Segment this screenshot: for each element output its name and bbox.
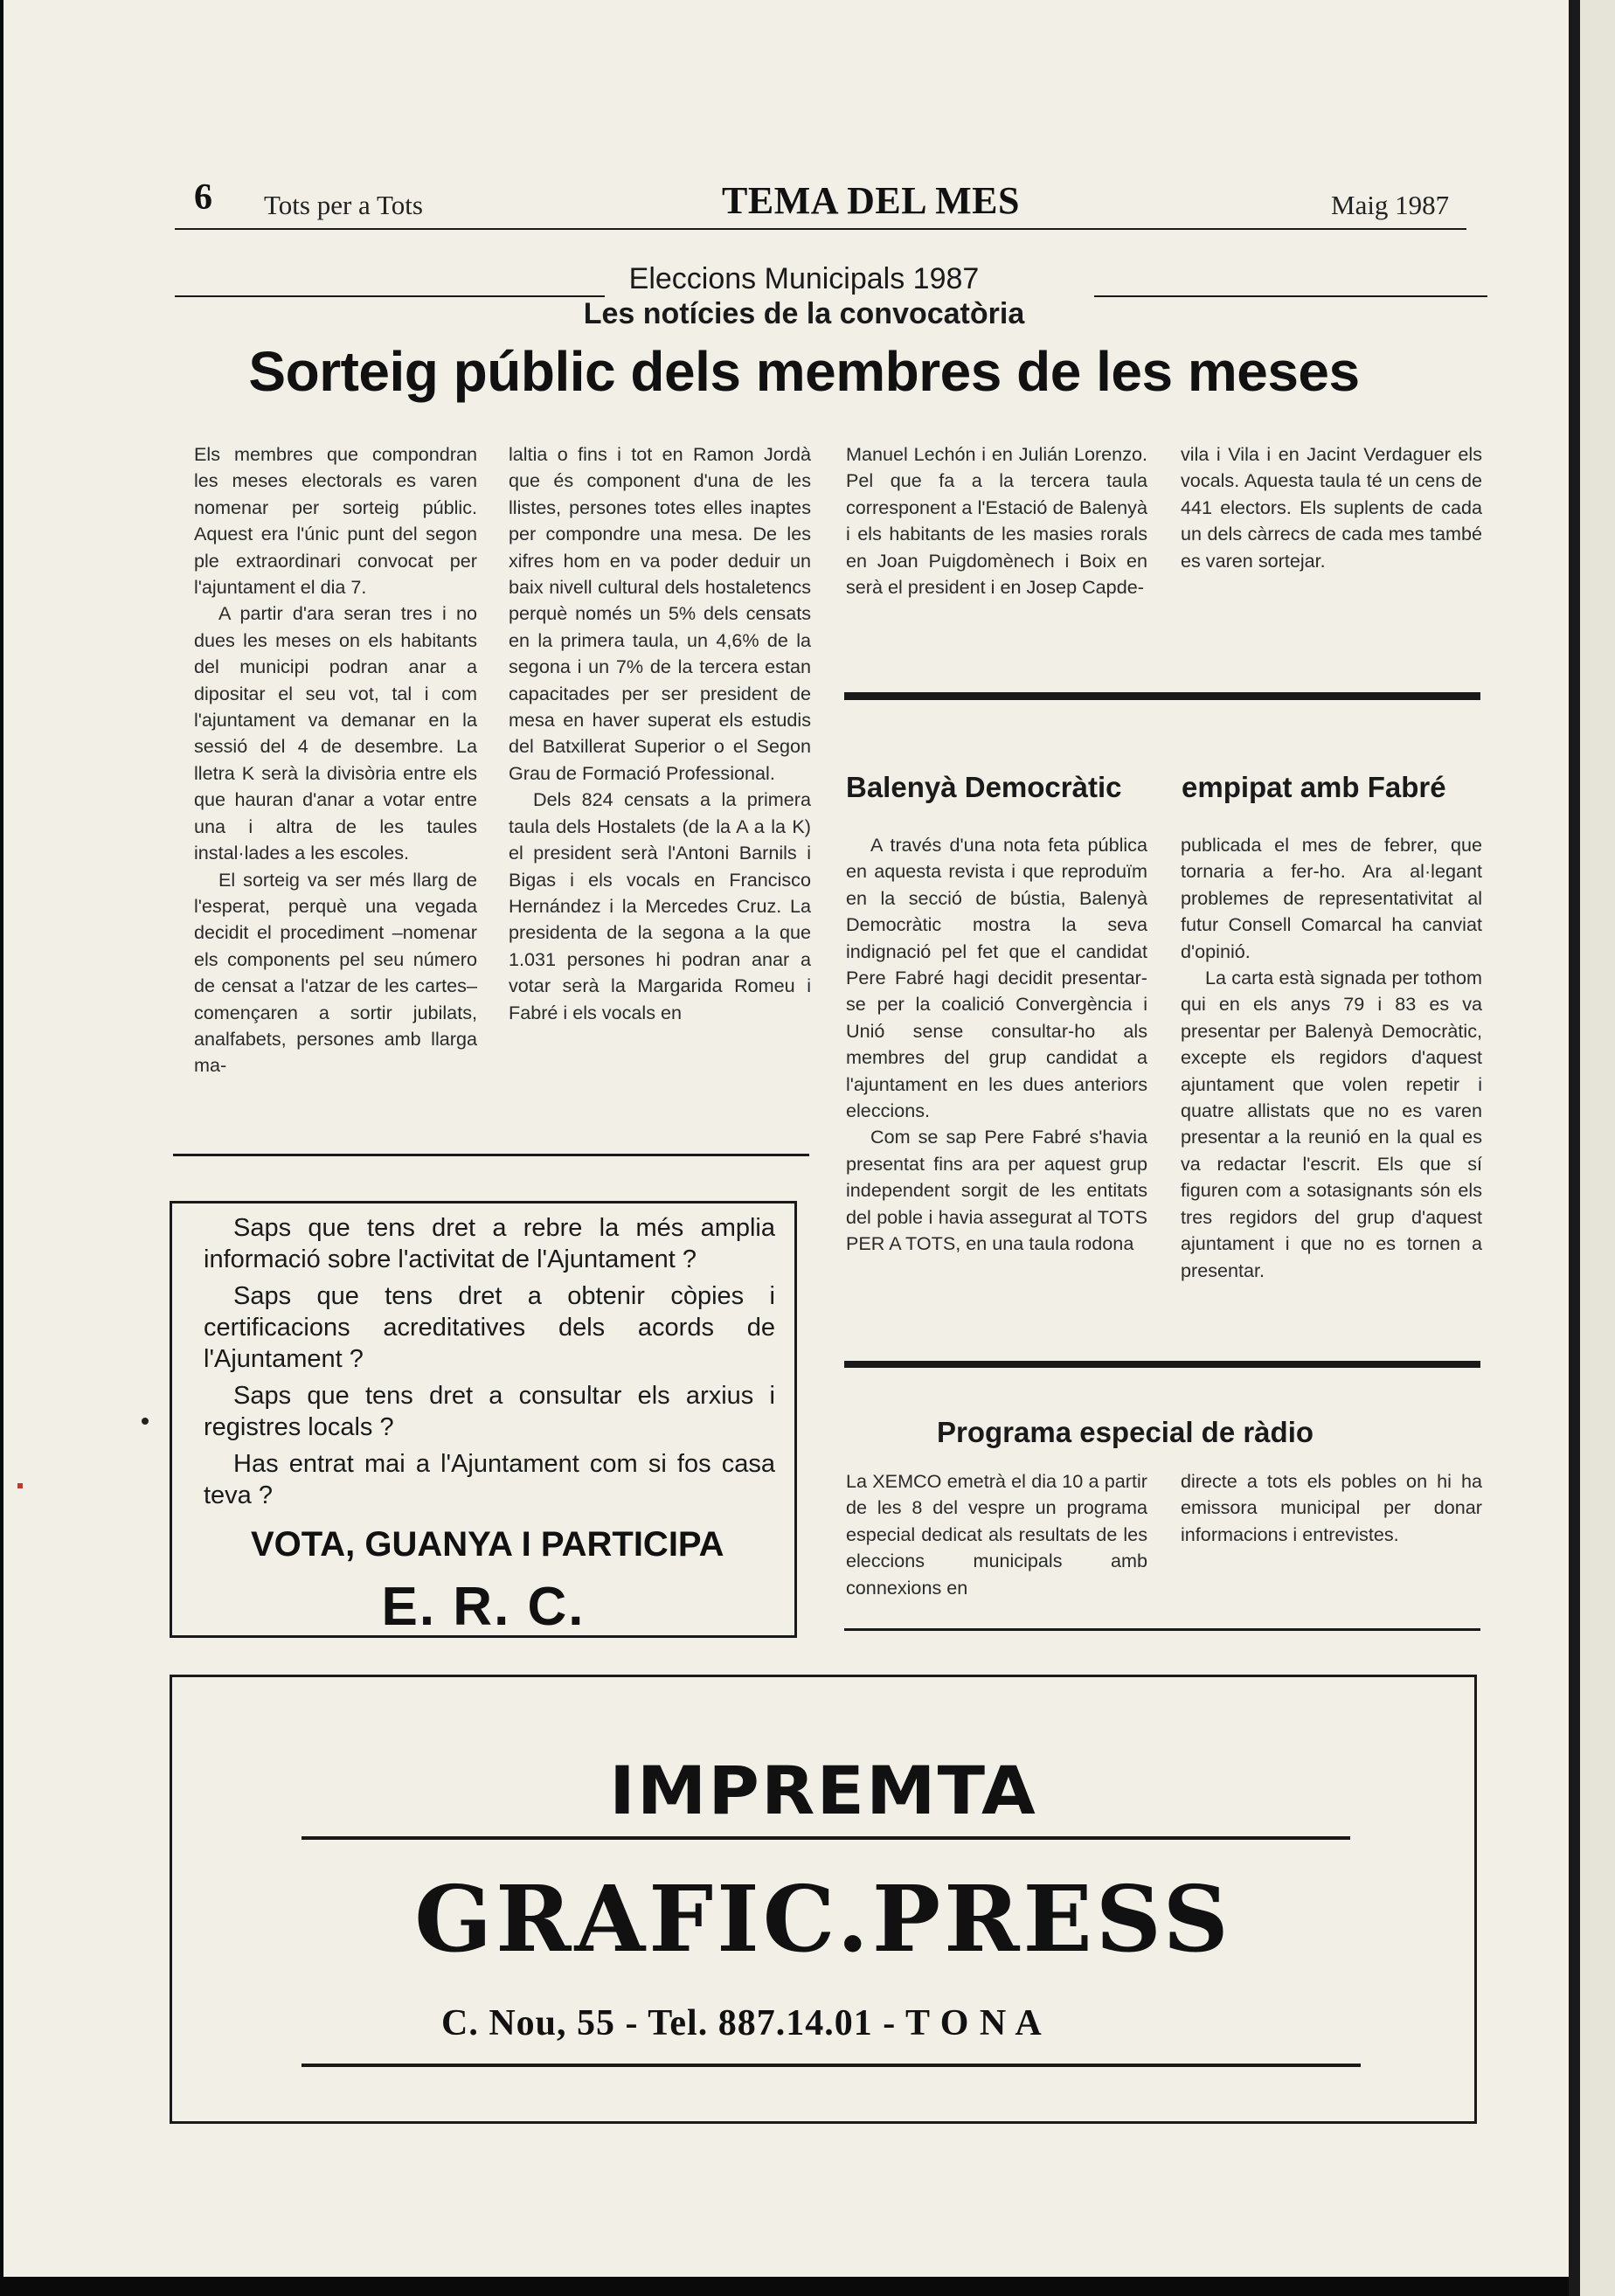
- paragraph: El sorteig va ser més llarg de l'esperat, perquè una vegada decidit el procediment –nomenar els components pel seu número de censat a l'atzar de les cartes– començaren a sortir jubilats, analfabets, persones amb llarga ma-: [194, 868, 477, 1077]
- article-headline: Sorteig públic dels membres de les meses: [248, 340, 1360, 403]
- margin-mark: [17, 1483, 23, 1488]
- article-column-2: [509, 441, 811, 1026]
- header-rule: [175, 228, 1466, 230]
- section-title: TEMA DEL MES: [722, 179, 1020, 222]
- radio-bottom-rule: [844, 1628, 1480, 1631]
- paragraph: La XEMCO emetrà el dia 10 a partir de les 8 del vespre un programa especial dedicat als resultats de les eleccions municipals amb connexions en: [846, 1470, 1147, 1599]
- erc-question-3: Saps que tens dret a consultar els arxius i registres locals ?: [204, 1382, 775, 1441]
- radio-column-2: [1181, 1468, 1482, 1548]
- next-page-edge: [1580, 0, 1615, 2296]
- paragraph: Manuel Lechón i en Julián Lorenzo. Pel que fa a la tercera taula corresponent a l'Estació de Balenyà i els habitants de les masies rorals en Joan Puigdomènech i Boix en serà el president i en Josep Capde-: [846, 443, 1147, 599]
- article-subkicker: Les notícies de la convocatòria: [583, 297, 1025, 330]
- subhead-radio: Programa especial de ràdio: [937, 1416, 1314, 1448]
- printer-advert-box: [170, 1675, 1477, 2124]
- ad-brand-name: GRAFIC.PRESS: [414, 1865, 1232, 1973]
- publication-name: Tots per a Tots: [264, 190, 423, 220]
- ad-heading: IMPREMTA: [609, 1751, 1037, 1829]
- erc-question-1: Saps que tens dret a rebre la més amplia informació sobre l'activitat de l'Ajuntament ?: [204, 1214, 775, 1273]
- paragraph: Els membres que compondran les meses electorals es varen nomenar per sorteig públic. Aquest era l'únic punt del segon ple extraordinari convocat per l'ajuntament el dia 7.: [194, 443, 477, 599]
- balenya-column-1: [846, 832, 1147, 1258]
- paragraph: Com se sap Pere Fabré s'havia presentat fins ara per aquest grup independent sorgit de les entitats del poble i havia assegurat al TOTS PER A TOTS, en una taula rodona: [846, 1126, 1147, 1255]
- erc-advert-box: [170, 1201, 797, 1638]
- erc-question-2: Saps que tens dret a obtenir còpies i certificacions acreditatives dels acords de l'Ajuntament ?: [204, 1282, 775, 1373]
- balenya-column-2: [1181, 832, 1482, 1284]
- erc-party-name: E. R. C.: [381, 1577, 586, 1637]
- issue-date: Maig 1987: [1331, 190, 1450, 220]
- subhead-balenya-right: empipat amb Fabré: [1182, 771, 1446, 803]
- erc-top-rule: [173, 1154, 809, 1156]
- radio-column-1: [846, 1468, 1147, 1601]
- article-column-1: [194, 441, 477, 1079]
- erc-question-4: Has entrat mai a l'Ajuntament com si fos casa teva ?: [204, 1450, 775, 1509]
- paragraph: Dels 824 censats a la primera taula dels Hostalets (de la A a la K) el president serà l'Antoni Barnils i Bigas i els vocals en Francisco Hernández i la Mercedes Cruz. La presidenta de la segona a la que 1.031 persones hi podran anar a votar serà la Margarida Romeu i Fabré i els vocals en: [509, 788, 811, 1023]
- article-column-3: [846, 441, 1147, 600]
- paragraph: publicada el mes de febrer, que tornaria a fer-ho. Ara al·legant problemes de representativitat al futur Consell Comarcal ha canviat d'opinió.: [1181, 834, 1482, 962]
- section-divider: [844, 1361, 1480, 1368]
- ad-rule-bottom: [302, 2064, 1361, 2067]
- article-kicker: Eleccions Municipals 1987: [628, 262, 980, 295]
- ad-rule-top: [302, 1836, 1350, 1840]
- subhead-balenya-left: Balenyà Democràtic: [846, 771, 1122, 803]
- erc-slogan: VOTA, GUANYA I PARTICIPA: [251, 1525, 724, 1564]
- margin-mark: [142, 1418, 149, 1425]
- paragraph: A través d'una nota feta pública en aquesta revista i que reproduïm en la secció de bústia, Balenyà Democràtic mostra la seva indignació pel fet que el candidat Pere Fabré hagi decidit presentar-se per la coalició Convergència i Unió sense consultar-ho als membres del grup candidat a l'ajuntament en les dues anteriors eleccions.: [846, 834, 1147, 1122]
- page-number: 6: [194, 177, 212, 218]
- paragraph: directe a tots els pobles on hi ha emissora municipal per donar informacions i entrevistes.: [1181, 1470, 1482, 1545]
- paragraph: A partir d'ara seran tres i no dues les meses on els habitants del municipi podran anar a dipositar el seu vot, tal i com l'ajuntament va demanar en la sessió del 4 de desembre. La lletra K serà la divisòria entre els que hauran d'anar a votar entre una i altra de les taules instal·lades a les escoles.: [194, 602, 477, 864]
- paragraph: vila i Vila i en Jacint Verdaguer els vocals. Aquesta taula té un cens de 441 electors. Els suplents de cada un dels càrrecs de cada mes també es varen sortejar.: [1181, 443, 1482, 572]
- ad-address: C. Nou, 55 - Tel. 887.14.01 - T O N A: [441, 2003, 1043, 2043]
- section-divider: [844, 692, 1480, 700]
- paragraph: La carta està signada per tothom qui en els anys 79 i 83 es va presentar per Balenyà Democràtic, excepte els regidors d'aquest ajuntament que volen repetir i quatre allistats que no es varen presentar a la reunió en la qual es va redactar l'escrit. Els que sí figuren com a sotasignants són els tres regidors del grup d'aquest ajuntament i que no es tornen a presentar.: [1181, 967, 1482, 1281]
- paragraph: laltia o fins i tot en Ramon Jordà que és component d'una de les llistes, persones totes elles inaptes per compondre una mesa. De les xifres hom en va poder deduir un baix nivell cultural dels hostaletencs perquè només un 5% dels censats en la primera taula, un 4,6% de la segona i un 7% de la tercera estan capacitades per ser president de mesa en haver superat els estudis del Batxillerat Superior o el Segon Grau de Formació Professional.: [509, 443, 811, 784]
- article-column-4: [1181, 441, 1482, 574]
